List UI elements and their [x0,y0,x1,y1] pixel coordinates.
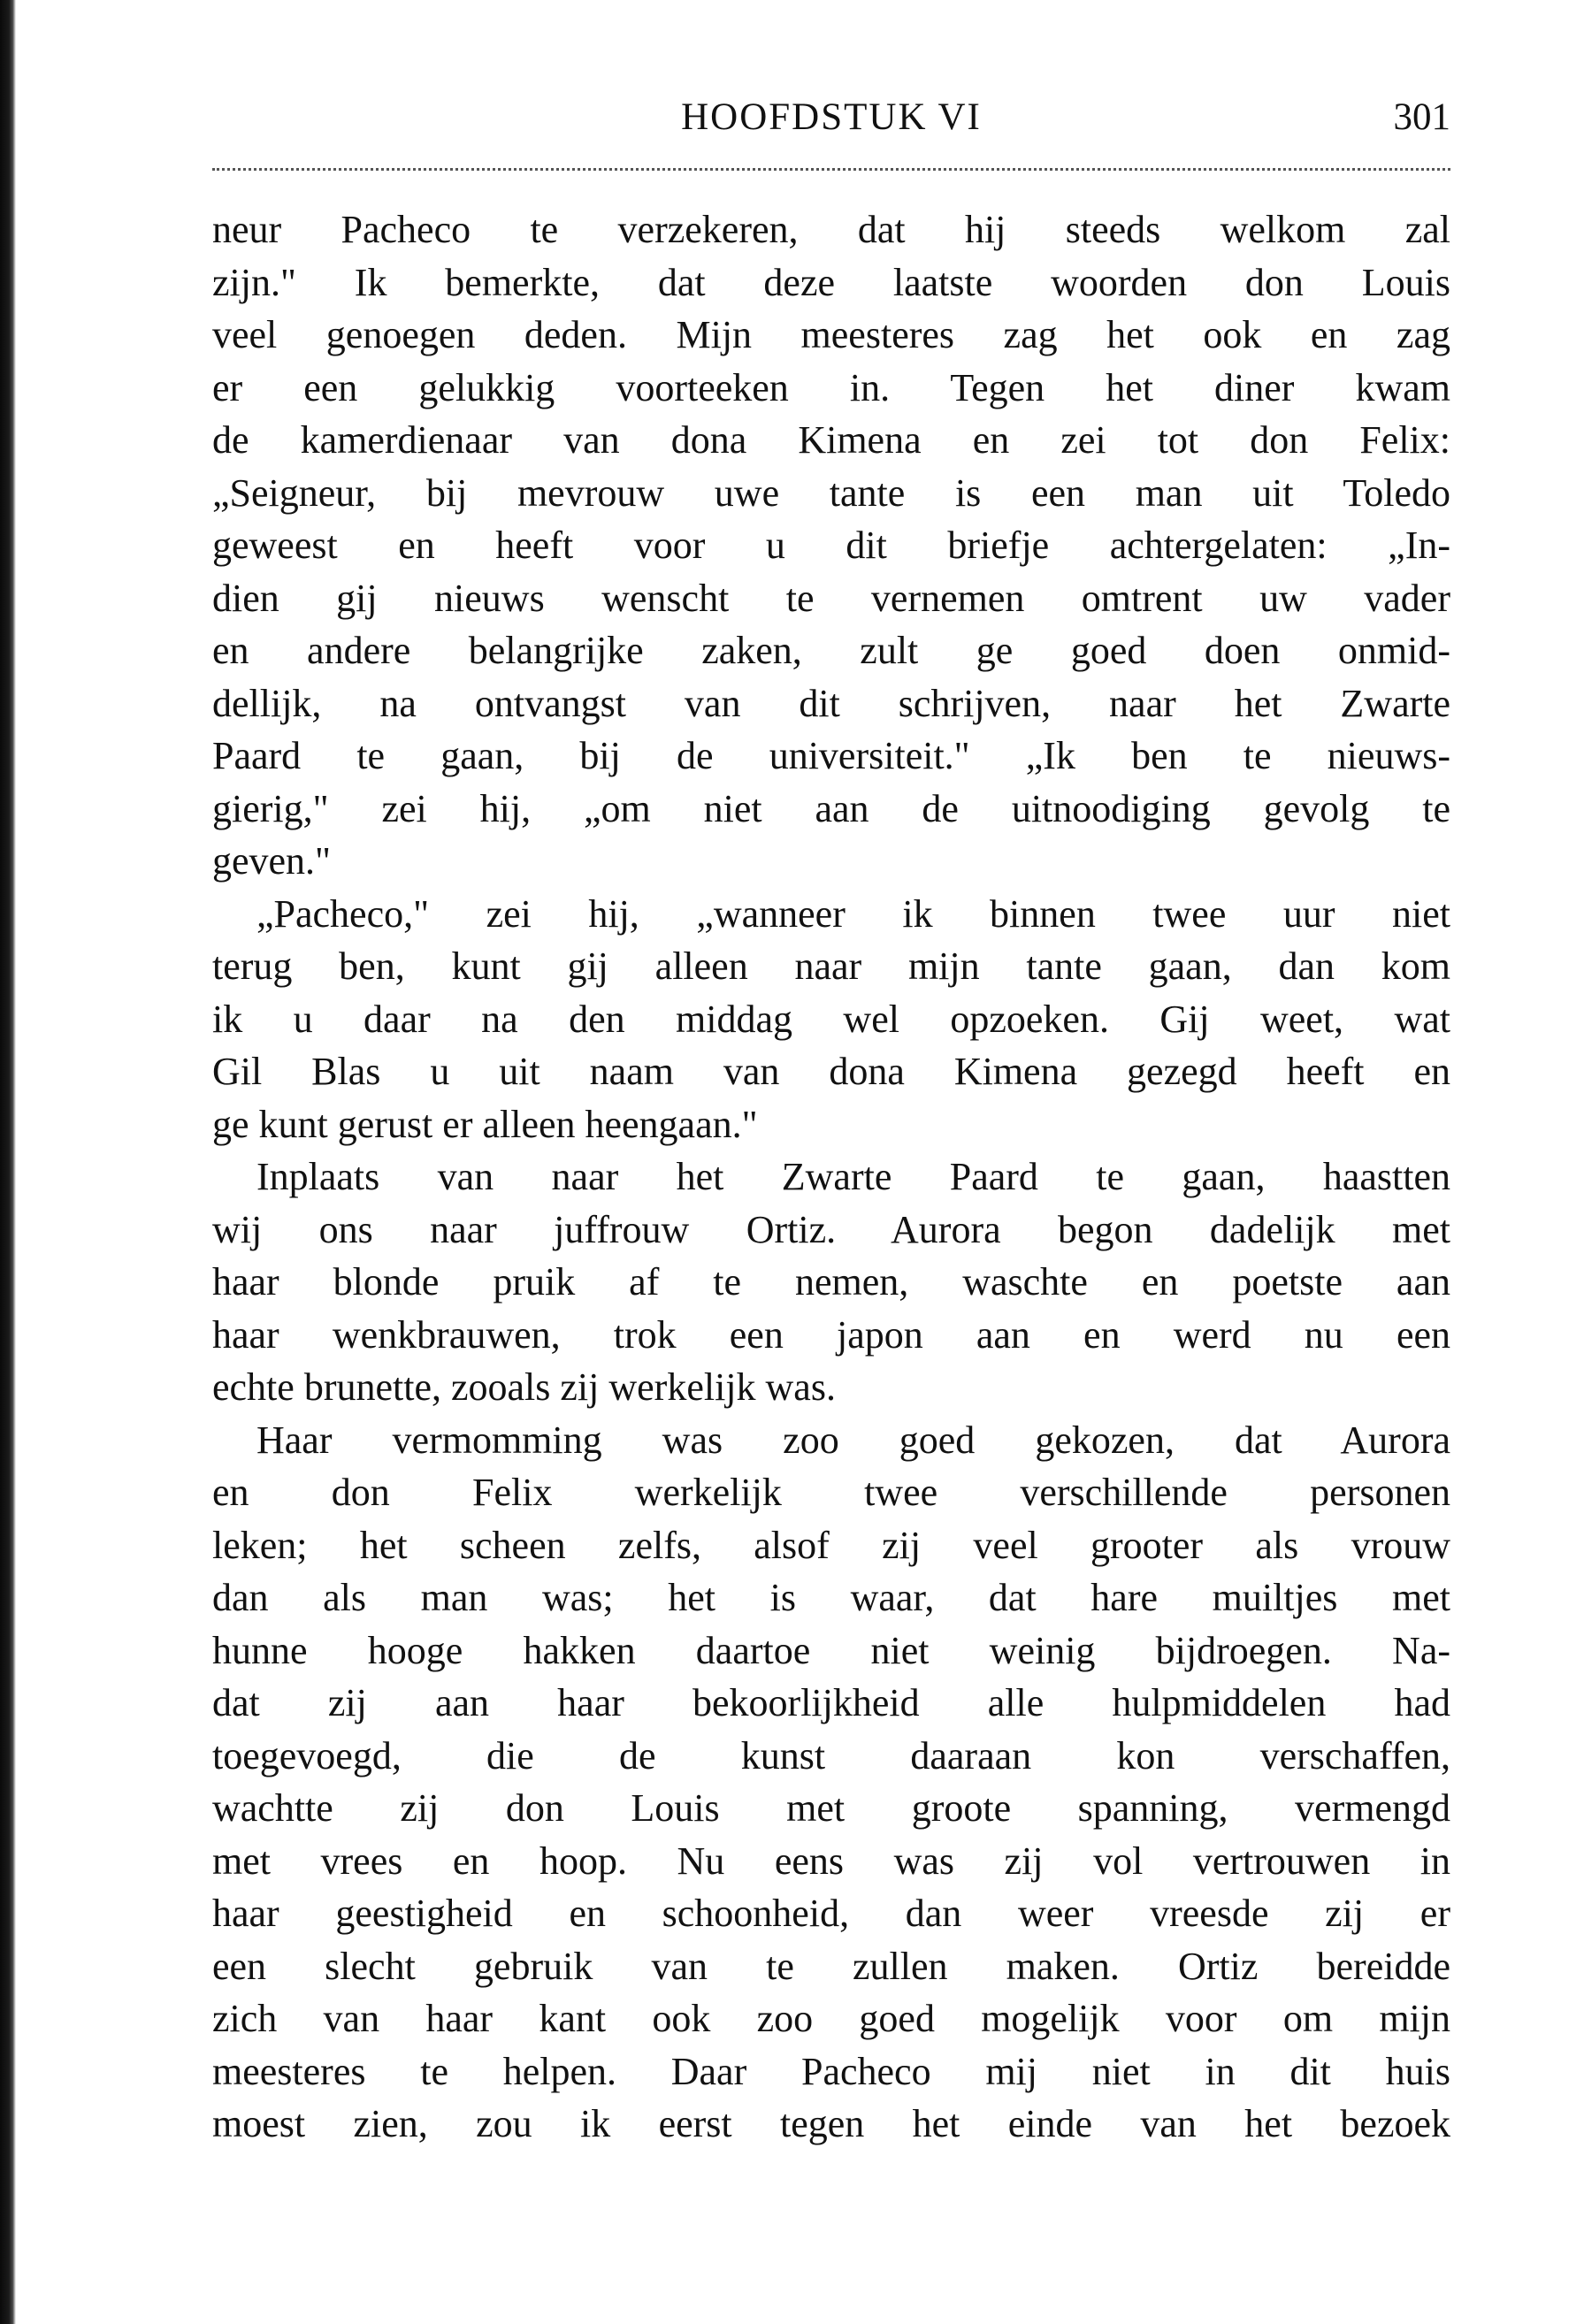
text-line: ge kunt gerust er alleen heengaan." [212,1102,758,1146]
text-line: geven." [212,839,332,883]
text-line: ik u daar na den middag wel opzoeken. Gij weet, wat [212,997,1450,1041]
text-line: met vrees en hoop. Nu eens was zij vol vertrouwen in [212,1839,1450,1883]
text-line: de kamerdienaar van dona Kimena en zei tot don Felix: [212,418,1450,462]
text-line: Inplaats van naar het Zwarte Paard te gaan, haastten [256,1155,1450,1198]
text-line: er een gelukkig voorteeken in. Tegen het diner kwam [212,365,1450,409]
text-line: gierig," zei hij, „om niet aan de uitnoodiging gevolg te [212,786,1450,830]
text-line: dien gij nieuws wenscht te vernemen omtrent uw vader [212,576,1450,620]
text-line: „Seigneur, bij mevrouw uwe tante is een man uit Toledo [212,470,1450,515]
text-line: en andere belangrijke zaken, zult ge goed doen onmid- [212,629,1450,672]
text-line: veel genoegen deden. Mijn meesteres zag het ook en zag [212,313,1450,356]
text-line: dan als man was; het is waar, dat hare muiltjes met [212,1576,1450,1619]
header-dotted-rule [212,168,1450,171]
text-line: toegevoegd, die de kunst daaraan kon verschaffen, [212,1733,1450,1777]
text-line: terug ben, kunt gij alleen naar mijn tante gaan, dan kom [212,944,1450,988]
body-text [212,203,1450,2151]
text-line: moest zien, zou ik eerst tegen het einde van het bezoek [212,2102,1450,2145]
text-line: en don Felix werkelijk twee verschillende personen [212,1471,1450,1514]
text-line: geweest en heeft voor u dit briefje achtergelaten: „In- [212,524,1450,567]
text-line: haar geestigheid en schoonheid, dan weer vreesde zij er [212,1892,1450,1935]
page-binding-edge [0,0,16,2324]
text-line: leken; het scheen zelfs, alsof zij veel grooter als vrouw [212,1523,1450,1567]
text-line: wachtte zij don Louis met groote spanning, vermengd [212,1786,1450,1830]
text-line: een slecht gebruik van te zullen maken. Ortiz bereidde [212,1944,1450,1988]
text-line: zijn." Ik bemerkte, dat deze laatste woorden don Louis [212,260,1450,304]
text-line: Paard te gaan, bij de universiteit." „Ik ben te nieuws- [212,734,1450,777]
text-line: echte brunette, zooals zij werkelijk was. [212,1365,836,1409]
text-line: meesteres te helpen. Daar Pacheco mij niet in dit huis [212,2049,1450,2093]
text-line: neur Pacheco te verzekeren, dat hij steeds welkom zal [212,208,1450,251]
text-line: dat zij aan haar bekoorlijkheid alle hulpmiddelen had [212,1681,1450,1724]
text-line: „Pacheco," zei hij, „wanneer ik binnen twee uur niet [256,891,1450,936]
text-line: Gil Blas u uit naam van dona Kimena gezegd heeft en [212,1050,1450,1093]
page-number: 301 [1393,96,1450,138]
text-line: haar wenkbrauwen, trok een japon aan en werd nu een [212,1312,1450,1357]
text-line: zich van haar kant ook zoo goed mogelijk voor om mijn [212,1997,1450,2040]
running-head: HOOFDSTUK VI [681,96,982,138]
text-line: Haar vermomming was zoo goed gekozen, dat Aurora [256,1418,1450,1462]
text-line: dellijk, na ontvangst van dit schrijven, naar het Zwarte [212,681,1450,725]
text-line: hunne hooge hakken daartoe niet weinig bijdroegen. Na- [212,1628,1450,1672]
page-header [212,96,1450,157]
text-line: haar blonde pruik af te nemen, waschte en poetste aan [212,1260,1450,1303]
text-line: wij ons naar juffrouw Ortiz. Aurora begon dadelijk met [212,1207,1450,1251]
